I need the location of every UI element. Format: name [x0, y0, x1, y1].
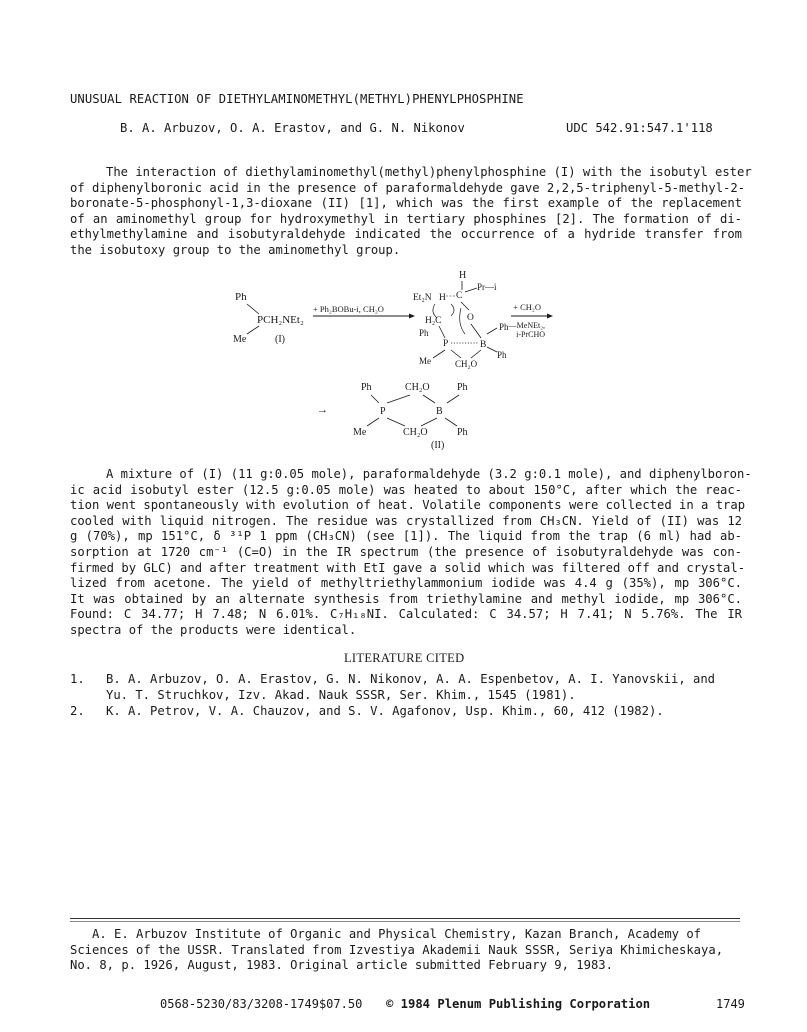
phenyl-label: Ph — [361, 382, 372, 393]
phenyl-label: Ph — [457, 427, 468, 438]
ch2o-label: CH₂O — [405, 382, 430, 393]
et2n-label: Et₂N — [413, 293, 432, 303]
methyl-label: Me — [419, 356, 431, 366]
methyl-label: Me — [353, 427, 367, 438]
phenyl-label: Ph — [419, 328, 429, 338]
text-line: ethylmethylamine and isobutyraldehyde indicated the occurrence of a hydride transfer from — [70, 227, 742, 242]
text-line: of an aminomethyl group for hydroxymethyl in tertiary phosphines [2]. The formation of di- — [70, 211, 742, 226]
text-line: tion went spontaneously with evolution of heat. Volatile components were collected in a trap — [70, 498, 746, 513]
phenyl-label: Ph — [457, 382, 468, 393]
intro-paragraph — [70, 165, 752, 259]
ch2o-label: CH₂O — [455, 359, 478, 369]
reference-line: K. A. Petrov, V. A. Chauzov, and S. V. Agafonov, Usp. Khim., 60, 412 (1982). — [106, 704, 664, 718]
text-line: cooled with liquid nitrogen. The residue was crystallized from CH₃CN. Yield of (II) was 12 — [70, 513, 742, 528]
methyl-label: Me — [233, 334, 247, 345]
text-line: sorption at 1720 cm⁻¹ (C=O) in the IR spectrum (the presence of isobutyraldehyde was con- — [70, 544, 742, 559]
boron-label: B — [480, 340, 487, 350]
phosphorus-label: P — [380, 406, 386, 417]
phenyl-label: Ph — [235, 291, 247, 303]
copyright-notice: © 1984 Plenum Publishing Corporation — [386, 997, 651, 1011]
footnote-divider — [70, 918, 740, 919]
article-title: UNUSUAL REACTION OF DIETHYLAMINOMETHYL(METHYL)PHENYLPHOSPHINE — [70, 92, 524, 106]
hydrogen-label: H — [459, 270, 467, 281]
byproduct-label: —MeNEt₂, — [508, 321, 545, 330]
text-line: boronate-5-phosphonyl-1,3-dioxane (II) [1], which was the first example of the replacement — [70, 196, 742, 211]
boron-label: B — [436, 406, 443, 417]
footnote-line: Sciences of the USSR. Translated from Izvestiya Akademii Nauk SSSR, Seriya Khimicheskaya, — [70, 942, 724, 957]
text-line: The interaction of diethylaminomethyl(methyl)phenylphosphine (I) with the isobutyl ester — [106, 165, 752, 179]
phosphorus-label: P — [443, 339, 449, 349]
compound-label-I: (I) — [275, 334, 285, 345]
experimental-paragraph — [70, 467, 752, 639]
text-line: ic acid isobutyl ester (12.5 g:0.05 mole) was heated to about 150°C, after which the reac- — [70, 482, 742, 497]
udc-code: UDC 542.91:547.1'118 — [566, 121, 713, 135]
text-line: spectra of the products were identical. — [70, 622, 357, 637]
affiliation-footnote — [70, 927, 750, 974]
reference-line: Yu. T. Struchkov, Izv. Akad. Nauk SSSR, Ser. Khim., 1545 (1981). — [106, 688, 576, 702]
compound-label-II: (II) — [431, 440, 445, 451]
hydrogen-label: H — [439, 293, 446, 303]
carbon-label: C — [456, 291, 463, 301]
reference-number: 1. — [70, 672, 85, 686]
reagent-label: + Ph₂BOBu-i, CH₂O — [313, 304, 384, 314]
ch2o-label: CH₂O — [403, 427, 428, 438]
isopropyl-label: Pr—i — [477, 282, 497, 292]
reference-line: B. A. Arbuzov, O. A. Erastov, G. N. Nikonov, A. A. Espenbetov, A. I. Yanovskii, and — [106, 672, 716, 686]
price-code: 0568-5230/83/3208-1749$07.50 — [160, 997, 363, 1011]
phenyl-label: Ph — [499, 322, 509, 332]
footnote-divider — [70, 921, 740, 922]
byproduct-label: i-PrCHO — [516, 330, 545, 339]
footnote-line: A. E. Arbuzov Institute of Organic and Physical Chemistry, Kazan Branch, Academy of — [70, 927, 702, 941]
author-list: B. A. Arbuzov, O. A. Erastov, and G. N. Nikonov — [120, 121, 465, 135]
text-line: the isobutoxy group to the aminomethyl group. — [70, 242, 401, 257]
text-line: of diphenylboronic acid in the presence of paraformaldehyde gave 2,2,5-triphenyl-5-methyl-2- — [70, 180, 746, 195]
text-line: g (70%), mp 151°C, δ ³¹P 1 ppm (CH₃CN) (see [1]). The liquid from the trap (6 ml) had ab- — [70, 529, 742, 544]
page-number: 1749 — [716, 997, 745, 1011]
text-line: Found: C 34.77; H 7.48; N 6.01%. C₇H₁₈NI. Calculated: C 34.57; H 7.41; N 5.76%. The IR — [70, 607, 742, 622]
reference-item — [70, 671, 750, 703]
reference-number: 2. — [70, 704, 85, 718]
reaction-scheme — [225, 268, 555, 453]
text-line: firmed by GLC) and after treatment with EtI gave a solid which was filtered off and crystal- — [70, 560, 746, 575]
methylene-label: H₂C — [425, 316, 442, 326]
text-line: It was obtained by an alternate synthesis from triethylamine and methyl iodide, mp 306°C. — [70, 591, 742, 606]
oxygen-label: O — [467, 313, 474, 323]
reference-list — [70, 671, 750, 719]
reagent-label: + CH₂O — [513, 302, 541, 312]
text-line: A mixture of (I) (11 g:0.05 mole), paraformaldehyde (3.2 g:0.1 mole), and diphenylboron- — [106, 467, 752, 481]
footnote-line: No. 8, p. 1926, August, 1983. Original article submitted February 9, 1983. — [70, 958, 613, 972]
reference-item — [70, 703, 750, 719]
text-line: lized from acetone. The yield of methyltriethylammonium iodide was 4.4 g (35%), mp 306°C. — [70, 576, 742, 591]
reaction-arrow: → — [317, 404, 328, 416]
phenyl-label: Ph — [497, 350, 507, 360]
literature-heading: LITERATURE CITED — [344, 651, 465, 665]
pch2net2-label: PCH₂NEt₂ — [257, 314, 304, 326]
